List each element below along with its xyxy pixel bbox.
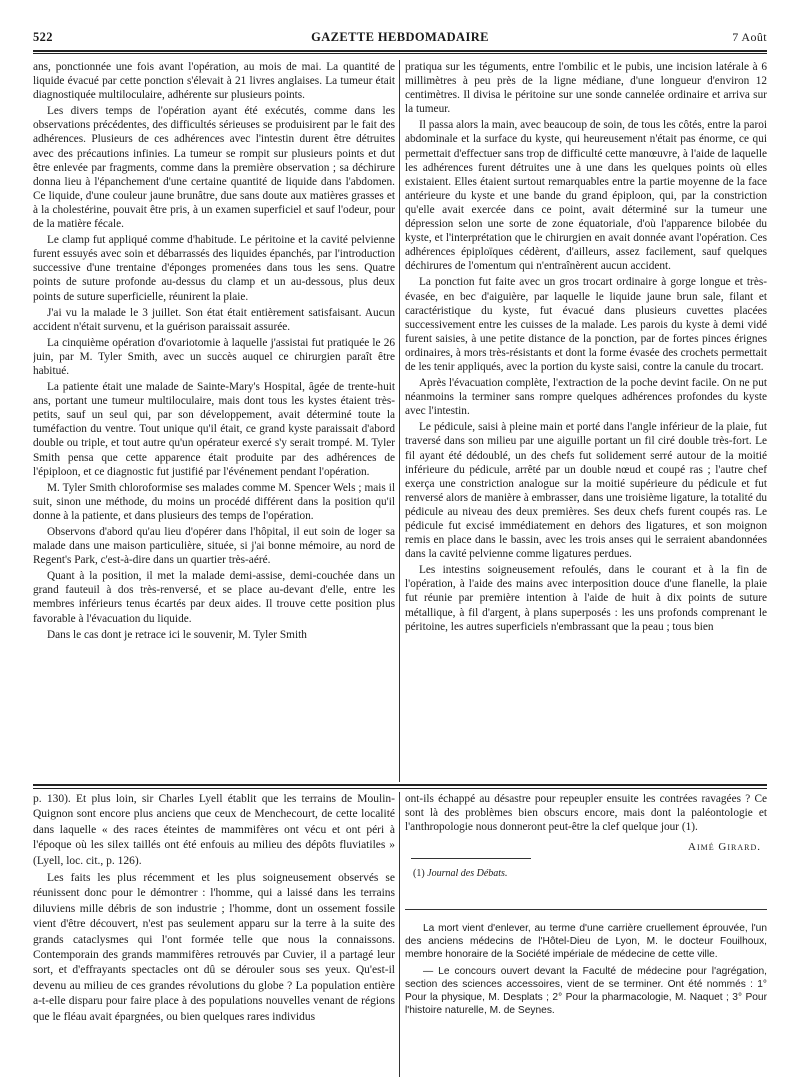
news-item: La mort vient d'enlever, au terme d'une carrière cruellement éprouvée, l'un des anciens médecins de l'Hôtel-Dieu de Lyon, M. le docteur Fouilhoux, membre honoraire de la Société impériale de médecine de cette ville. bbox=[405, 923, 767, 961]
paragraph: Il passa alors la main, avec beaucoup de soin, de tous les côtés, entre la paroi abdominale et la surface du kyste, qui heureusement n'était pas énorme, ce qui permettait d'effectuer sans trop de difficulté cette manœuvre, à l'aide de laquelle les adhérences furent détruites une à une dans les quelques points où elles existaient. Elles étaient surtout remarquables entre la partie moyenne de la face antérieure du kyste et une bande du grand épiploon, qui, par la constriction qu'elle avait exercée dans ce point, avait déterminé sur la tumeur une dépression selon une sorte de zone équatoriale, d'où l'apparence bilobée du kyste, et l'interprétation que le chirurgien en avait donnée avant l'opération. Ces adhérences épiploïques cédèrent, d'ailleurs, assez facilement, sauf quelques déchirures de l'omentum qui n'entraînèrent aucun accident. bbox=[405, 119, 767, 273]
article-column-top-left bbox=[33, 60, 395, 782]
header-rule-thick bbox=[33, 50, 767, 52]
paragraph: Après l'évacuation complète, l'extraction de la poche devint facile. On ne put néanmoins la terminer sans rompre quelques adhérences profondes du kyste avec l'intestin. bbox=[405, 377, 767, 418]
paragraph: La ponction fut faite avec un gros trocart ordinaire à gorge longue et très-évasée, en bec d'aiguière, par laquelle le liquide jaune brun sale, filant et caractéristique du kyste, fut évacué dans plusieurs cuvettes placées successivement entre les cuisses de la malade. Les parois du kyste à demi vidé furent saisies, à une petite distance de la ponction, par de fortes pinces érignes ordinaires, à mors très-résistants et dont la forme évasée des crochets permettait de les tenir appliqués, avec la portion du kyste saisi, contre la canule du trocart. bbox=[405, 276, 767, 373]
paragraph: p. 130). Et plus loin, sir Charles Lyell établit que les terrains de Moulin-Quignon sont encore plus anciens que ceux de Menchecourt, de cette localité dans laquelle « des races éteintes de mammifères ont vécu et ont péri à l'époque où les silex taillés ont été enfouis au milieu des dépôts fluviatiles » (Lyell, loc. cit., p. 126). bbox=[33, 793, 395, 867]
paragraph: ont-ils échappé au désastre pour repeupler ensuite les contrées ravagées ? Ce sont là des problèmes bien obscurs encore, mais dont la paléontologie et l'anthropologie nous donneront peut-être la clef quelque jour (1). bbox=[405, 793, 767, 834]
feuilleton-column-right bbox=[405, 792, 767, 1080]
paragraph: Les divers temps de l'opération ayant été exécutés, comme dans les observations précédentes, des difficultés sérieuses se produisirent par le fait des adhérences. Plusieurs de ces adhérences avec l'intestin durent être détruites avec des précautions infinies. La tumeur se rompit sur plusieurs points et dut être enlevée par fragments, comme dans la première observation ; sa déchirure donna lieu à l'épanchement d'une certaine quantité de liquide dans l'abdomen. Ce liquide, d'une couleur jaune brunâtre, due sans doute aux matières grasses et à la cholestérine, pouvait être pris, à un examen superficiel et sauf l'odeur, pour de la matière fécale. bbox=[33, 105, 395, 231]
column-divider-top bbox=[399, 60, 400, 782]
article-column-top-right bbox=[405, 60, 767, 782]
paragraph: Dans le cas dont je retrace ici le souvenir, M. Tyler Smith bbox=[47, 628, 307, 641]
footnote-text: Journal des Débats. bbox=[427, 868, 508, 880]
section-rule-thick bbox=[33, 784, 767, 786]
feuilleton-column-left bbox=[33, 792, 395, 1080]
paragraph: Les faits les plus récemment et les plus soigneusement observés se réunissent donc pour le démontrer : l'homme, qui a laissé dans les terrains diluviens mille débris de son industrie ; l'homme, dont un ossement fossile vient d'être découvert, n'est pas seulement apparu sur la terre à la suite des grands cataclysmes qui l'ont formée telle que nous la connaissons. Contemporain des grands mammifères retrouvés par Cuvier, il a partagé leur sort, et d'effrayants spectacles ont dû se dérouler sous ses yeux. Qu'est-il devenu au milieu de ces grandes révolutions du globe ? La population entière a-t-elle disparu pour faire place à des populations nouvelles venant de régions que le fléau avait épargnées, ou bien quelques rares individus bbox=[33, 872, 395, 1023]
header-rule-thin bbox=[33, 53, 767, 54]
column-divider-bottom bbox=[399, 792, 400, 1077]
paragraph: pratiqua sur les téguments, entre l'ombilic et le pubis, une incision latérale à 6 millimètres à peu près de la ligne médiane, d'une longueur d'environ 12 centimètres. Il divisa le péritoine sur une sonde cannelée ordinaire et arriva sur la tumeur. bbox=[405, 61, 767, 116]
section-rule-thin bbox=[33, 788, 767, 789]
paragraph: M. Tyler Smith chloroformise ses malades comme M. Spencer Wels ; mais il suit, sinon une méthode, du moins un procédé différent dans la position qu'il donne à la patiente, et dans plusieurs des temps de l'opération. bbox=[33, 481, 395, 522]
newspaper-page bbox=[33, 20, 767, 1080]
footnote bbox=[405, 867, 767, 881]
paragraph: Le clamp fut appliqué comme d'habitude. Le péritoine et la cavité pelvienne furent essuyés avec soin et débarrassés des liquides épanchés, par l'introduction successive d'une trentaine d'éponges promenées dans tous les sens. Quatre points de suture profonde au-dessus du clamp et un au-dessous, plus deux points de suture superficielle, réunirent la plaie. bbox=[33, 234, 395, 303]
news-rule bbox=[405, 909, 767, 910]
paragraph: La cinquième opération d'ovariotomie à laquelle j'assistai fut pratiquée le 26 juin, par M. Tyler Smith, avec un succès auquel ce chirurgien paraît être habitué. bbox=[33, 336, 395, 377]
footnote-marker: (1) bbox=[413, 868, 425, 880]
news-items bbox=[405, 922, 767, 1017]
news-item: — Le concours ouvert devant la Faculté de médecine pour l'agrégation, section des sciences accessoires, vient de se terminer. Ont été nommés : 1° Pour la physique, M. Desplats ; 2° Pour la pharmacologie, M. Naquet ; 3° Pour l'histoire naturelle, M. de Seynes. bbox=[405, 966, 767, 1017]
paragraph: Le pédicule, saisi à pleine main et porté dans l'angle inférieur de la plaie, fut traversé dans son milieu par une aiguille portant un fil ciré double très-fort. Le fil ayant été dédoublé, un des chefs fut solidement serré autour de la moitié inférieure du pédicule, arrêté par un double nœud et coupé ras ; l'autre chef exerça une constriction analogue sur la moitié supérieure du pédicule et fut renversé alors de manière à embrasser, dans une troisième ligature, la totalité du pédicule au niveau des deux premières. Ses deux chefs furent coupés ras. Le pédicule fut excisé immédiatement en dehors des ligatures, et son moignon remis en place dans le bassin, avec les trois anses qui le serraient abandonnées dans la cavité pelvienne comme ligatures perdues. bbox=[405, 421, 767, 561]
journal-title: GAZETTE HEBDOMADAIRE bbox=[311, 30, 489, 44]
author-signature: Aimé Girard. bbox=[688, 841, 761, 854]
footnote-rule bbox=[411, 858, 531, 859]
paragraph: Observons d'abord qu'au lieu d'opérer dans l'hôpital, il eut soin de loger sa malade dans une maison particulière, située, si j'ai bonne mémoire, au nord de Regent's Park, c'est-à-dire dans un quartier très-aéré. bbox=[33, 526, 395, 567]
paragraph: J'ai vu la malade le 3 juillet. Son état était entièrement satisfaisant. Aucun accident n'était survenu, et la guérison paraissait assurée. bbox=[33, 306, 395, 333]
issue-date: 7 Août bbox=[732, 30, 767, 44]
paragraph: ans, ponctionnée une fois avant l'opération, au mois de mai. La quantité de liquide évacué par cette ponction s'élevait à 21 livres anglaises. La tumeur était diagnostiquée multiloculaire, adhérente sur plusieurs points. bbox=[33, 61, 395, 102]
paragraph: Les intestins soigneusement refoulés, dans le courant et à la fin de l'opération, à l'aide des mains avec interposition douce d'une flanelle, la plaie fut réunie par première intention à l'aide de huit à dix points de suture métallique, à fil d'argent, à plans superposés : les uns profonds comprenant le péritoine, les autres superficiels n'embrassant que la peau ; tous bien bbox=[405, 564, 767, 633]
page-number: 522 bbox=[33, 30, 53, 44]
paragraph: La patiente était une malade de Sainte-Mary's Hospital, âgée de trente-huit ans, portant une tumeur multiloculaire, mais dont tous les kystes étaient très-petits, sauf un seul qui, par son développement, avait déterminé toute la tuméfaction du ventre. Tout unique qu'il était, ce grand kyste paraissait d'abord double ou triple, et tout autre qu'un opérateur exercé s'y serait trompé. M. Tyler Smith pensa que cette apparence était produite par des adhérences de l'épiploon, et ce diagnostic fut justifié par l'événement pendant l'opération. bbox=[33, 381, 395, 478]
paragraph: Quant à la position, il met la malade demi-assise, demi-couchée dans un grand fauteuil à dos très-renversé, et se place au-devant d'elle, entre les membres inférieurs tenus écartés par deux aides. Il trouve cette position plus favorable à l'évacuation du liquide. bbox=[33, 570, 395, 625]
page-header bbox=[33, 30, 767, 48]
